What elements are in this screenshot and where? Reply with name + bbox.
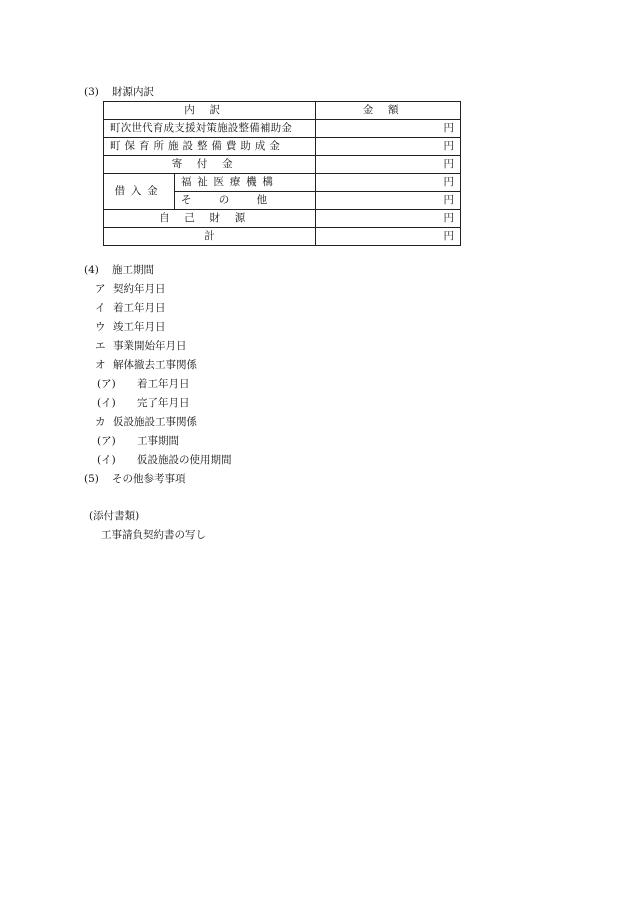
table-row — [104, 156, 461, 174]
header-amount: 金額 — [316, 102, 461, 120]
item-text: 工事期間 — [137, 435, 179, 447]
item-text: 着工年月日 — [113, 302, 166, 314]
table-row — [104, 174, 461, 192]
list-item — [97, 434, 179, 448]
section-number: (4) — [84, 264, 99, 276]
list-item — [97, 396, 190, 410]
attachments-title: (添付書類) — [89, 510, 140, 522]
attachments-item: 工事請負契約書の写し — [101, 529, 206, 541]
item-mark: (ア) — [97, 435, 116, 447]
item-text: 仮設施設の使用期間 — [137, 454, 232, 466]
item-text: 事業開始年月日 — [113, 340, 187, 352]
yen-unit: 円 — [316, 174, 461, 192]
section-5-heading — [84, 472, 186, 486]
row-label: 福祉医療機構 — [175, 174, 316, 192]
item-mark: (イ) — [97, 454, 116, 466]
item-mark: (ア) — [97, 378, 116, 390]
yen-unit: 円 — [316, 192, 461, 210]
section-3-heading — [84, 85, 154, 99]
list-item — [95, 415, 197, 429]
funding-table — [103, 101, 461, 246]
table-row — [104, 120, 461, 138]
section-number: (3) — [84, 86, 99, 98]
item-mark: カ — [95, 416, 106, 428]
loan-label: 借入金 — [104, 174, 175, 210]
header-item: 内訳 — [104, 102, 316, 120]
row-label: その他 — [175, 192, 316, 210]
list-item — [95, 339, 187, 353]
yen-unit: 円 — [316, 228, 461, 246]
section-label: その他参考事項 — [112, 473, 186, 485]
item-text: 着工年月日 — [137, 378, 190, 390]
yen-unit: 円 — [316, 156, 461, 174]
item-text: 解体撤去工事関係 — [113, 359, 197, 371]
item-text: 仮設施設工事関係 — [113, 416, 197, 428]
list-item — [95, 282, 166, 296]
row-label: 自己財源 — [104, 210, 316, 228]
item-mark: ア — [95, 283, 106, 295]
list-item — [95, 320, 166, 334]
table-row — [104, 138, 461, 156]
yen-unit: 円 — [316, 210, 461, 228]
total-label: 計 — [104, 228, 316, 246]
item-text: 契約年月日 — [113, 283, 166, 295]
section-label: 財源内訳 — [112, 86, 154, 98]
list-item — [95, 301, 166, 315]
row-label: 町保育所施設整備費助成金 — [104, 138, 316, 156]
section-4-heading — [84, 263, 154, 277]
table-header-row — [104, 102, 461, 120]
yen-unit: 円 — [316, 120, 461, 138]
yen-unit: 円 — [316, 138, 461, 156]
section-number: (5) — [84, 473, 99, 485]
item-mark: オ — [95, 359, 106, 371]
list-item — [97, 377, 190, 391]
item-text: 完了年月日 — [137, 397, 190, 409]
row-label: 町次世代育成支援対策施設整備補助金 — [104, 120, 316, 138]
list-item — [95, 358, 197, 372]
row-label: 寄付金 — [104, 156, 316, 174]
table-row — [104, 210, 461, 228]
list-item — [97, 453, 232, 467]
item-mark: エ — [95, 340, 106, 352]
item-mark: (イ) — [97, 397, 116, 409]
item-mark: イ — [95, 302, 106, 314]
section-label: 施工期間 — [112, 264, 154, 276]
item-mark: ウ — [95, 321, 106, 333]
table-total-row — [104, 228, 461, 246]
item-text: 竣工年月日 — [113, 321, 166, 333]
